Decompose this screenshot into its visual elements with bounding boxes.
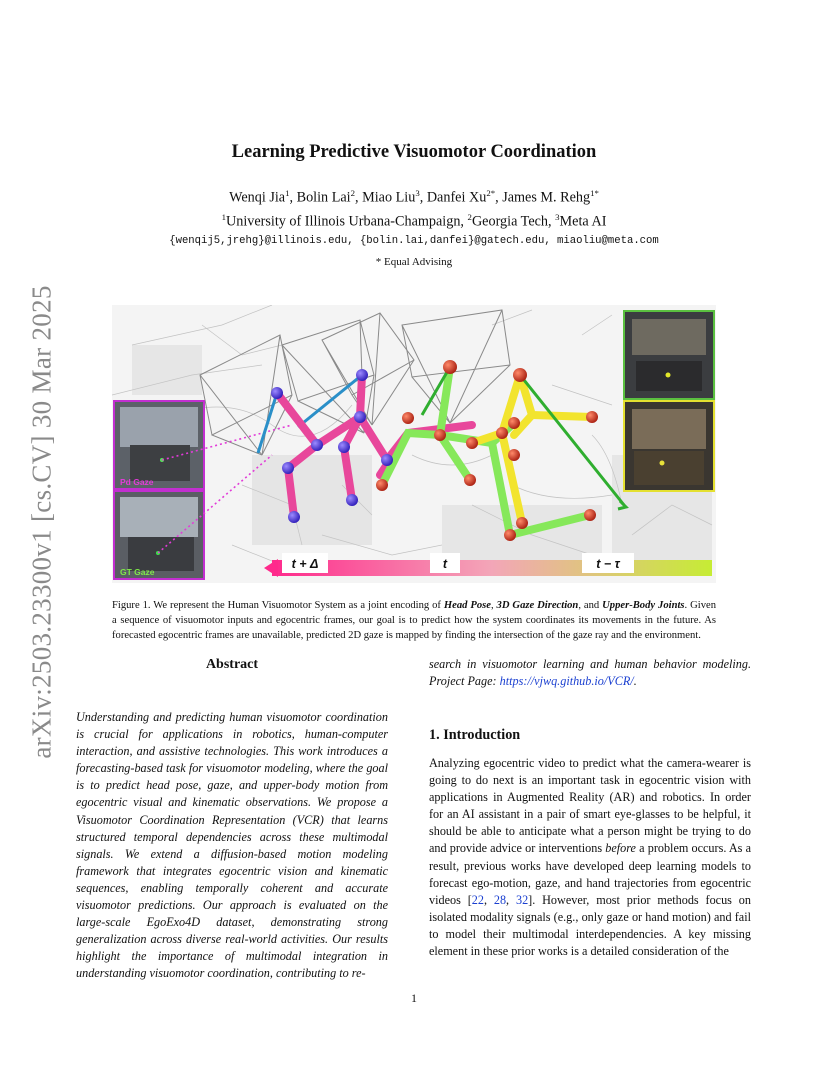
caption-text: , and — [578, 600, 603, 611]
gt-gaze-label: GT Gaze — [120, 567, 155, 577]
caption-emphasis: Upper-Body Joints — [602, 600, 685, 611]
affiliation-mark: 1 — [285, 188, 290, 198]
affiliation-mark: 3 — [415, 188, 420, 198]
intro-text: a problem occurs. As a result, previous works have developed deep learning models to forecast ego-motion, gaze, and hand trajectories from egocentric videos [ — [429, 841, 751, 907]
citation-link[interactable]: 28 — [493, 892, 507, 907]
intro-text: Analyzing egocentric video to predict what the camera-wearer is going to do next is an important task in egocentric vision with applications in Augmented Reality (AR) and robotics. In order for an AI assistant in a pair of smart eye-glasses to be helpful, it should be able to anticipate what a person might be trying to do and provide advice or interventions — [429, 756, 751, 856]
abstract-continuation-text: search in visuomotor learning and human behavior modeling. Project Page: — [429, 657, 751, 689]
abstract-continuation — [429, 656, 751, 690]
intro-heading: 1. Introduction — [429, 727, 521, 743]
pd-gaze-label: Pd Gaze — [120, 477, 154, 487]
pd-gaze-frame — [114, 401, 204, 489]
caption-text: Figure 1. We represent the Human Visuomotor System as a joint encoding of — [112, 600, 444, 611]
intro-text: , — [506, 892, 516, 907]
author-list — [0, 184, 828, 208]
affiliation-name: University of Illinois Urbana-Champaign, — [225, 213, 468, 230]
author-emails: {wenqij5,jrehg}@illinois.edu, {bolin.lai,danfei}@gatech.edu, miaoliu@meta.com — [169, 235, 659, 247]
abstract-heading: Abstract — [205, 657, 259, 672]
intro-body — [429, 755, 751, 960]
author-name: Wenqi Jia — [229, 189, 286, 206]
paper-title: Learning Predictive Visuomotor Coordination — [231, 142, 597, 162]
arxiv-stamp-text: arXiv:2503.23300v1 [cs.CV] 30 Mar 2025 — [26, 285, 57, 759]
affiliation-mark: 1 — [221, 211, 226, 222]
intro-emphasis: before — [605, 841, 636, 856]
time-label-future: t + Δ — [291, 557, 319, 571]
caption-text: . Given a sequence of visuomotor inputs and egocentric frames, our goal is to predict how the system coordinates its movements in the future. As forecasted egocentric frames are unavailable, predicted 2D gaze is mapped by finding the intersection of the gaze ray and the environment. — [112, 600, 716, 641]
project-page-link[interactable]: https://vjwq.github.io/VCR/ — [499, 674, 634, 689]
affiliation-mark: 2 — [350, 188, 356, 198]
intro-text: , — [483, 892, 494, 907]
caption-emphasis: 3D Gaze Direction — [496, 600, 579, 611]
arxiv-stamp — [22, 282, 62, 762]
author-name: , James M. Rehg — [495, 189, 591, 206]
affiliation-mark: 2* — [486, 188, 496, 198]
egocentric-frame-top — [624, 311, 714, 399]
affiliation-mark: 2 — [467, 211, 472, 222]
affiliation-name: Georgia Tech, — [471, 213, 556, 230]
equal-advising-note: * Equal Advising — [375, 256, 453, 268]
figure-1 — [112, 305, 716, 583]
page-number: 1 — [411, 991, 417, 1005]
caption-emphasis: Head Pose — [443, 600, 491, 611]
egocentric-frame-bottom — [624, 401, 714, 491]
caption-text: , — [490, 600, 497, 611]
affiliation-mark: 3 — [555, 211, 560, 222]
citation-link[interactable]: 22 — [471, 892, 484, 907]
gt-gaze-frame — [114, 491, 204, 579]
author-name: , Miao Liu — [355, 189, 416, 206]
author-block — [0, 184, 828, 231]
abstract-body: Understanding and predicting human visuomotor coordination is crucial for applications in robotics, human-computer interaction, and assistive technologies. This work introduces a forecasting-based task for visuomotor modeling, where the goal is to predict head pose, gaze, and upper-body motion from egocentric visual and kinematic observations. We propose a Visuomotor Coordination Representation (VCR) that learns structured temporal dependencies across these multimodal signals. We extend a diffusion-based motion modeling framework that integrates egocentric vision and kinematic sequences, enabling temporally coherent and accurate visuomotor predictions. Our approach is evaluated on the large-scale EgoExo4D dataset, demonstrating strong generalization across diverse real-world activities. Our results highlight the importance of multimodal integration in understanding visuomotor coordination, contributing to re- — [76, 710, 388, 981]
citation-link[interactable]: 32 — [515, 892, 529, 907]
affiliation-name: Meta AI — [559, 213, 607, 230]
time-label-past: t − τ — [596, 557, 620, 571]
author-name: , Danfei Xu — [419, 189, 487, 206]
affiliation-mark: 1* — [590, 188, 599, 198]
abstract-end-text: . — [633, 674, 637, 689]
time-label-present: t — [442, 557, 448, 571]
author-name: , Bolin Lai — [289, 189, 351, 206]
affiliations — [0, 208, 828, 232]
intro-text: ]. However, most prior methods focus on isolated modality signals (e.g., only gaze or hand motion) and fail to model their multimodal interdependencies. A key missing element in these prior works is a detailed consideration of the — [429, 892, 751, 959]
figure-caption — [112, 598, 716, 643]
